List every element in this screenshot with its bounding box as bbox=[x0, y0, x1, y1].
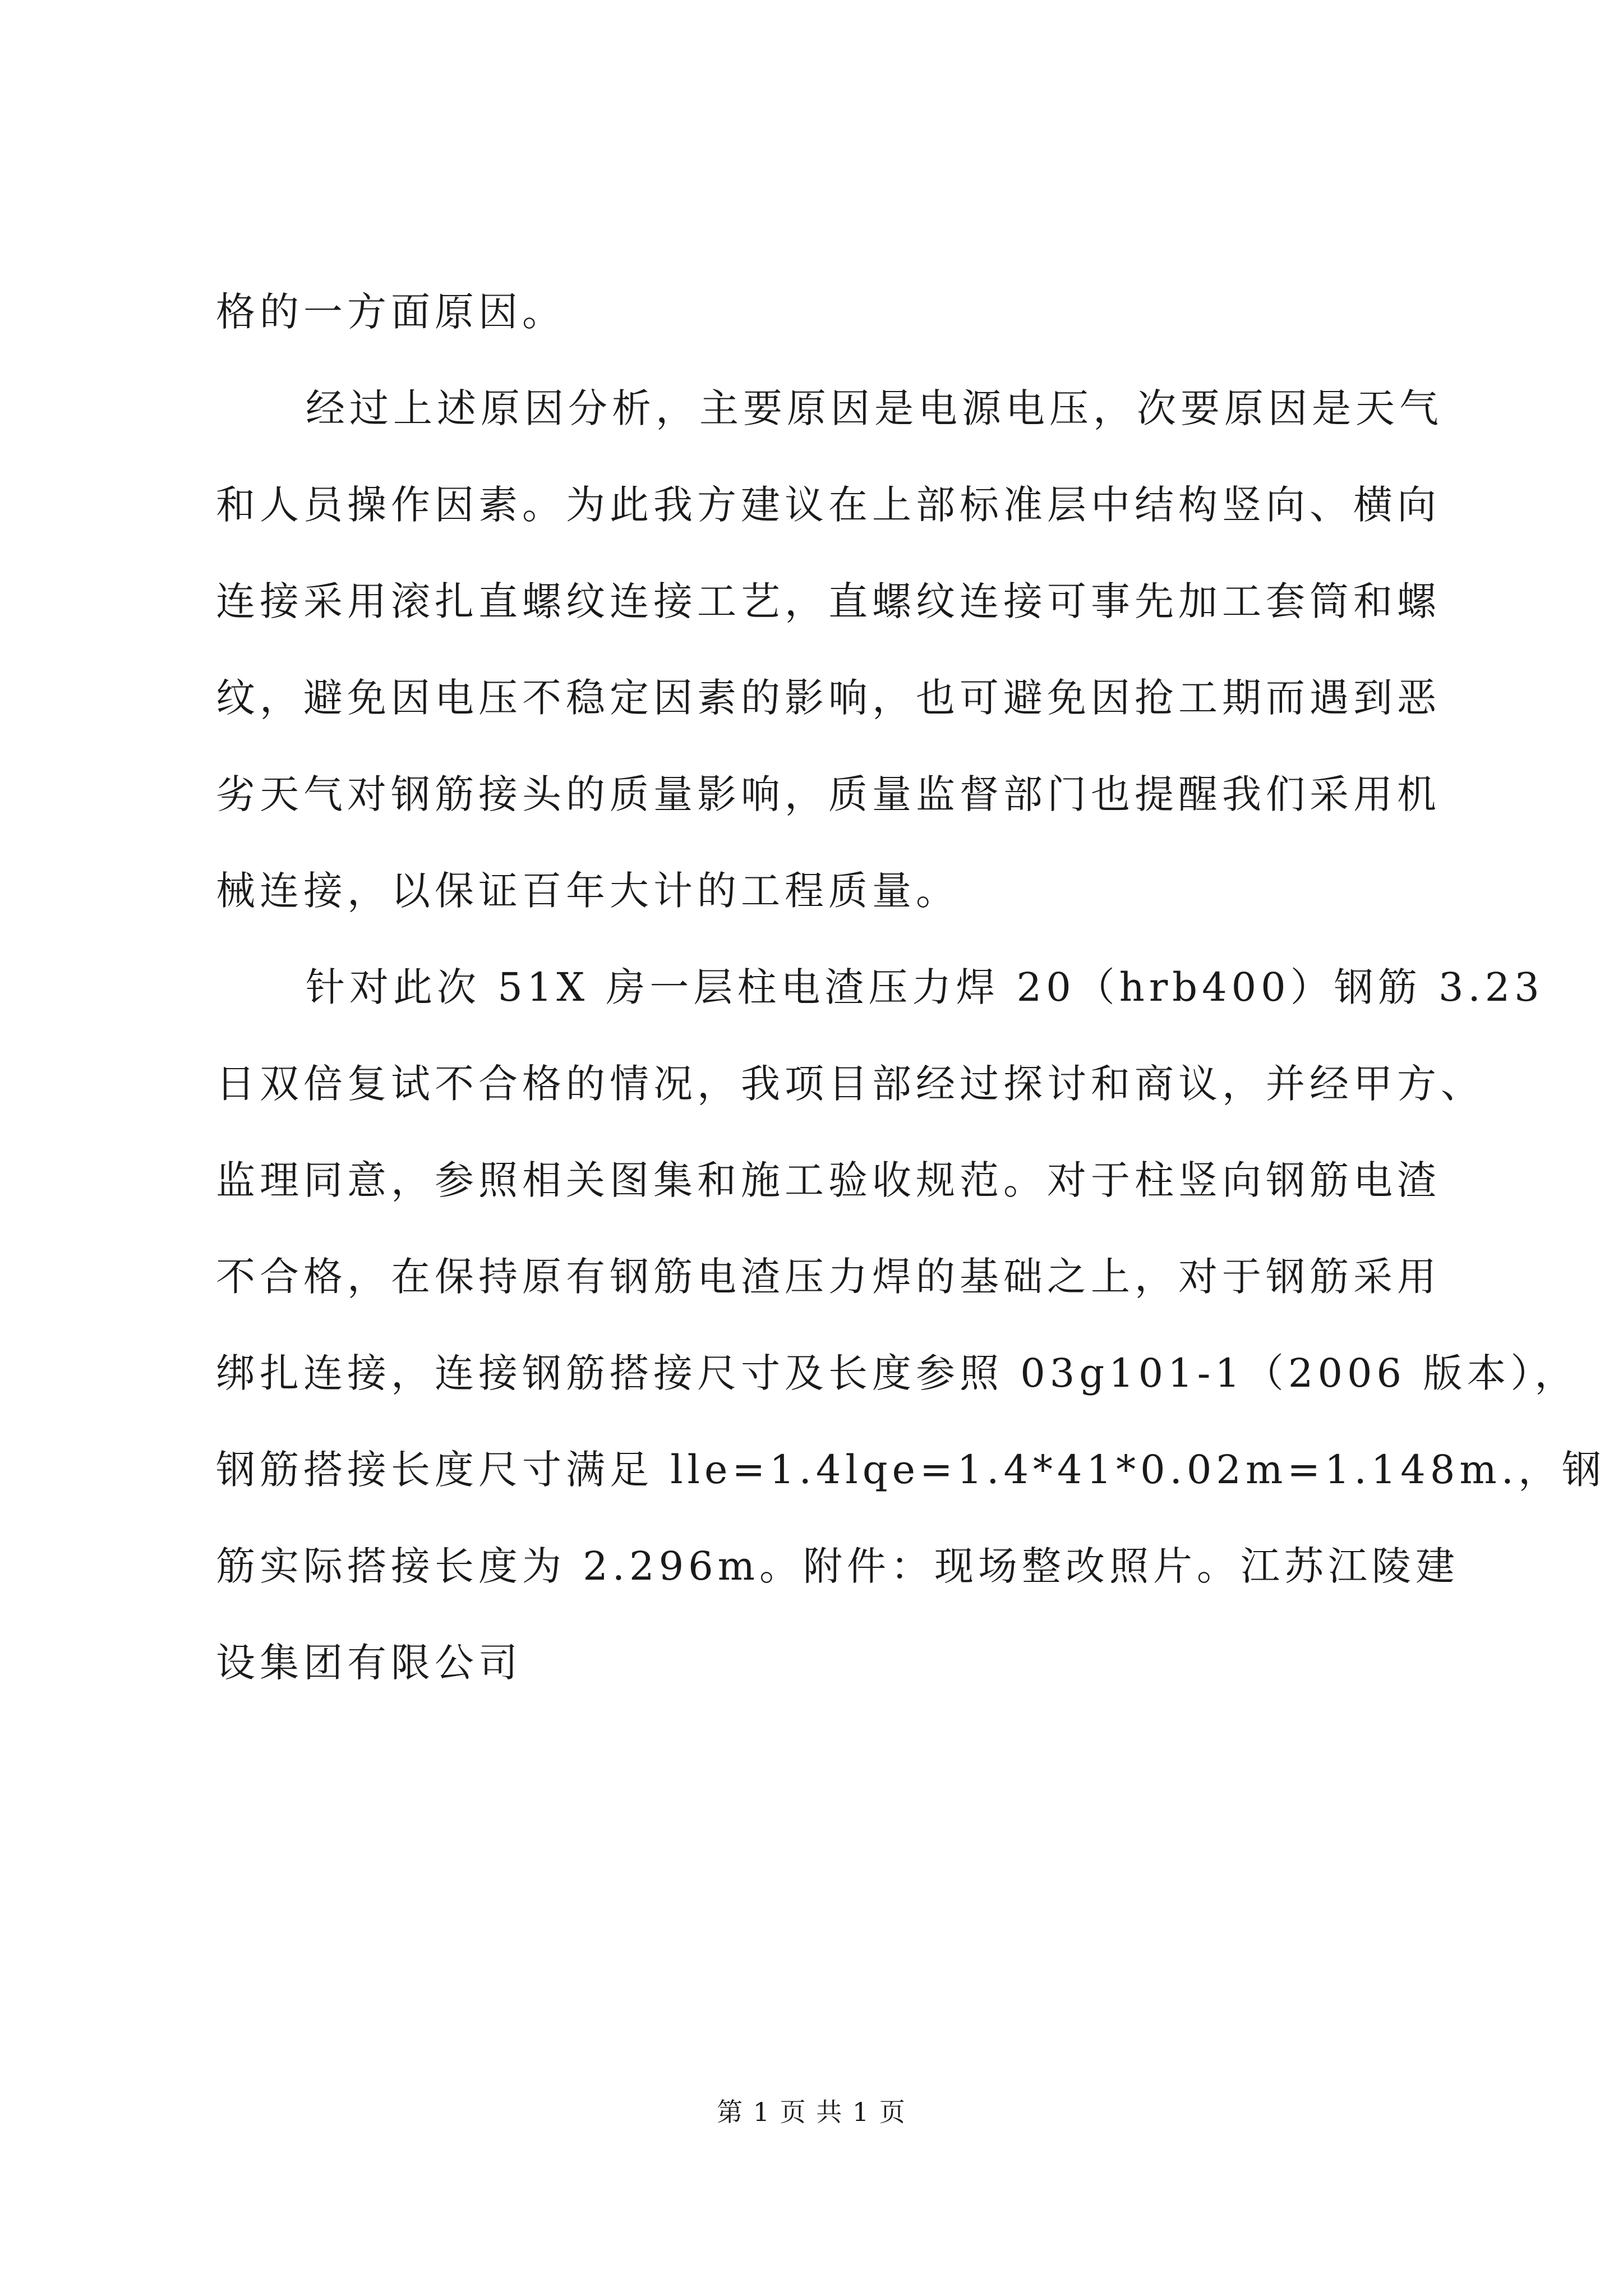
text-line: 日双倍复试不合格的情况，我项目部经过探讨和商议，并经甲方、 bbox=[216, 1061, 1484, 1107]
text-line: 筋实际搭接长度为 2.296m。附件：现场整改照片。江苏江陵建 bbox=[216, 1543, 1460, 1589]
text-line: 械连接，以保证百年大计的工程质量。 bbox=[216, 868, 960, 914]
text-line: 绑扎连接，连接钢筋搭接尺寸及长度参照 03g101-1（2006 版本）， bbox=[216, 1350, 1579, 1396]
text-line: 格的一方面原因。 bbox=[216, 289, 566, 335]
text-line: 经过上述原因分析，主要原因是电源电压，次要原因是天气 bbox=[306, 385, 1443, 431]
text-line: 和人员操作因素。为此我方建议在上部标准层中结构竖向、横向 bbox=[216, 482, 1441, 528]
text-line: 设集团有限公司 bbox=[216, 1640, 522, 1686]
text-line: 不合格，在保持原有钢筋电渣压力焊的基础之上，对于钢筋采用 bbox=[216, 1254, 1441, 1300]
text-line: 连接采用滚扎直螺纹连接工艺，直螺纹连接可事先加工套筒和螺 bbox=[216, 578, 1441, 624]
document-body bbox=[216, 264, 1606, 1711]
text-line: 监理同意，参照相关图集和施工验收规范。对于柱竖向钢筋电渣 bbox=[216, 1157, 1441, 1203]
text-line: 钢筋搭接长度尺寸满足 lle=1.4lqe=1.4*41*0.02m=1.148m.，钢 bbox=[216, 1447, 1606, 1493]
text-line: 针对此次 51X 房一层柱电渣压力焊 20（hrb400）钢筋 3.23 bbox=[306, 964, 1544, 1010]
text-line: 劣天气对钢筋接头的质量影响，质量监督部门也提醒我们采用机 bbox=[216, 771, 1441, 817]
page-footer: 第 1 页 共 1 页 bbox=[717, 2097, 906, 2127]
text-line: 纹，避免因电压不稳定因素的影响，也可避免因抢工期而遇到恶 bbox=[216, 675, 1441, 721]
